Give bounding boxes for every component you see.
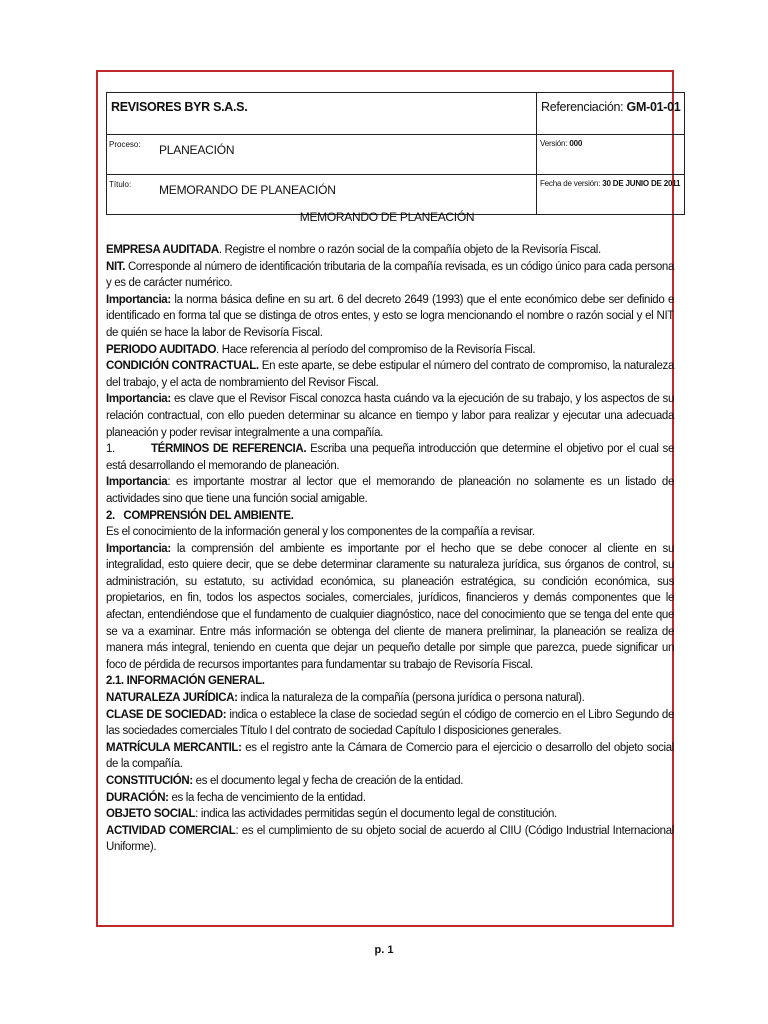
paragraph-text: Es el conocimiento de la información general y los componentes de la compañía a revisar. [106, 526, 535, 539]
header-table [106, 92, 685, 215]
reference-value: GM-01-01 [626, 100, 681, 114]
paragraph-label: NATURALEZA JURÍDICA: [106, 692, 238, 705]
title-value: MEMORANDO DE PLANEACIÓN [159, 183, 336, 197]
title-label: Título: [109, 180, 132, 189]
paragraph [106, 441, 674, 474]
date-value: 30 DE JUNIO DE 2011 [602, 179, 681, 188]
paragraph-label: NIT. [106, 260, 126, 273]
paragraph [106, 391, 674, 441]
paragraph [106, 806, 674, 823]
paragraph-label: OBJETO SOCIAL [106, 808, 196, 821]
paragraph [106, 292, 674, 342]
paragraph-label: PERIODO AUDITADO [106, 343, 217, 356]
paragraph-label: Importancia: [106, 393, 171, 406]
paragraph-label: Importancia: [106, 293, 171, 306]
paragraph [106, 524, 674, 541]
paragraph-label: EMPRESA AUDITADA [106, 244, 219, 256]
paragraph [106, 673, 674, 690]
paragraph-text: la norma básica define en su art. 6 del decreto 2649 (1993) que el ente económico debe ser definido e identificado en forma tal que se distinga de otros entes, y esto se logra mencionando el nombre o razón social y el NIT de quién se hace la labor de Revisoría Fiscal. [106, 293, 674, 339]
paragraph [106, 508, 674, 525]
process-cell [107, 135, 537, 175]
paragraph-text: indica o establece la clase de sociedad según el código de comercio en el Libro Segundo de las sociedades comerciales Título I del contrato de sociedad Capítulo I disposiciones generales. [106, 708, 674, 738]
paragraph-text: es la fecha de vencimiento de la entidad. [168, 791, 366, 804]
paragraph-label: CLASE DE SOCIEDAD: [106, 708, 227, 721]
paragraph-text: es el documento legal y fecha de creación de la entidad. [192, 775, 464, 787]
paragraph-text: es el registro ante la Cámara de Comercio para el ejercicio o desarrollo del objeto social de la compañía. [106, 741, 675, 771]
paragraph-label: CONDICIÓN CONTRACTUAL. [106, 360, 259, 373]
reference-label: Referenciación: [541, 100, 624, 114]
paragraph-label: Importancia: [106, 542, 171, 555]
paragraph [106, 358, 674, 391]
paragraph [106, 259, 674, 292]
paragraph-text: Escriba una pequeña introducción que determine el objetivo por el cual se está desarrollando el memorando de planeación. [106, 443, 674, 472]
paragraph [106, 773, 674, 790]
date-label: Fecha de versión: [540, 179, 601, 188]
paragraph [106, 790, 674, 807]
page-number: p. 1 [374, 944, 394, 956]
version-value: 000 [569, 139, 583, 148]
version-label: Versión: [540, 139, 568, 148]
company-name: REVISORES BYR S.A.S. [107, 93, 537, 135]
document-title: MEMORANDO DE PLANEACIÓN [299, 210, 475, 224]
paragraph [106, 690, 674, 707]
paragraph [106, 707, 674, 740]
paragraph-text: : indica las actividades permitidas según el documento legal de constitución. [195, 808, 557, 821]
paragraph-label: TÉRMINOS DE REFERENCIA. [151, 443, 307, 456]
paragraph-text: : es importante mostrar al lector que el memorando de planeación no solamente es un listado de actividades sino que tiene una función social amigable. [106, 476, 674, 505]
process-value: PLANEACIÓN [159, 143, 235, 157]
process-label: Proceso: [109, 140, 141, 149]
paragraph-text: En este aparte, se debe estipular el número del contrato de compromiso, la naturaleza del trabajo, y el acta de nombramiento del Revisor Fiscal. [106, 360, 675, 389]
version-cell [537, 135, 685, 175]
paragraph-text: : es el cumplimiento de su objeto social de acuerdo al CIIU (Código Industrial Internacional Uniforme). [106, 824, 674, 854]
paragraph [106, 474, 674, 507]
paragraph [106, 342, 674, 359]
paragraph-text: . Registre el nombre o razón social de la compañía objeto de la Revisoría Fiscal. [218, 244, 601, 256]
paragraph-label: 2.1. INFORMACIÓN GENERAL. [106, 675, 265, 688]
paragraph-text: la comprensión del ambiente es importante por el hecho que se debe conocer al cliente en su integralidad, esto quiere decir, que se debe determinar claramente su naturaleza jurídica, sus órganos de control, su administración, su estatuto, su actividad económica, su planeación estratégica, su condición económica, sus propietarios, en fin, todos los aspectos sociales, comerciales, jurídicos, financieros y demás componentes que le afectan, entendiéndose que el fundamento de cualquier diagnóstico, nace del conocimiento que se tenga del ente que se va a examinar. Entre más información se obtenga del cliente de manera preliminar, la planeación se realiza de manera más integral, teniendo en cuenta que dejar un pequeño detalle por simple que parezca, puede significar un foco de pérdida de recursos importantes para fundamentar su trabajo de Revisoría Fiscal. [106, 542, 674, 671]
paragraph [106, 823, 674, 856]
paragraph-text: indica la naturaleza de la compañía (persona jurídica o persona natural). [237, 692, 585, 705]
paragraph [106, 242, 674, 259]
paragraph-label: DURACIÓN: [106, 791, 169, 804]
paragraph [106, 541, 674, 674]
paragraph [106, 740, 674, 773]
paragraph-label: ACTIVIDAD COMERCIAL [106, 824, 236, 837]
date-cell [537, 175, 685, 215]
paragraph-label: MATRÍCULA MERCANTIL: [106, 741, 242, 754]
paragraph-text: es clave que el Revisor Fiscal conozca hasta cuándo va la ejecución de su trabajo, y los aspectos de su relación contractual, con ello pueden determinar su alcance en tiempo y labor para realizar y ejecutar una adecuada planeación y poder revisar integralmente a una compañía. [106, 393, 674, 439]
paragraph-label: CONSTITUCIÓN: [106, 775, 193, 787]
list-number: 1. [106, 443, 115, 456]
document-body [106, 242, 674, 856]
paragraph-label: 2. COMPRENSIÓN DEL AMBIENTE. [106, 509, 294, 522]
paragraph-text: Corresponde al número de identificación tributaria de la compañía revisada, es un código único para cada persona y es de carácter numérico. [106, 260, 674, 290]
reference-cell [537, 93, 685, 135]
paragraph-label: Importancia [106, 476, 168, 489]
title-cell [107, 175, 537, 215]
document-frame [96, 70, 681, 927]
paragraph-text: . Hace referencia al período del compromiso de la Revisoría Fiscal. [216, 343, 536, 356]
